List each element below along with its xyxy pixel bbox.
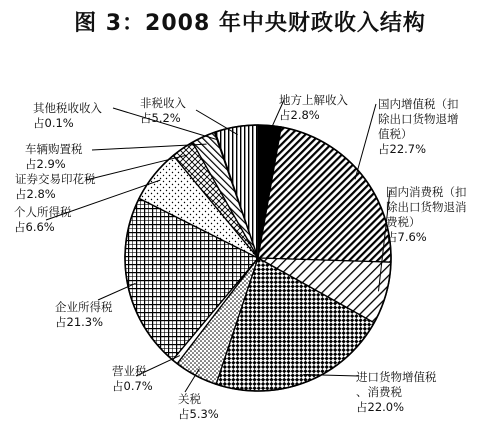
slice-label-line: 占7.6% [386, 230, 427, 244]
slice-label-line: 占5.2% [140, 111, 181, 125]
slice-label-line: 占0.7% [112, 379, 153, 393]
slice-label-non-tax [140, 96, 186, 126]
slice-label-line: 国内增值税（扣 [378, 97, 459, 111]
slice-label-line: 占5.3% [178, 407, 219, 421]
slice-label-line: 占2.8% [15, 187, 56, 201]
slice-label-consumption-tax [386, 185, 467, 245]
chart-title: 图 3：2008 年中央财政收入结构 [74, 11, 426, 36]
slice-label-line: 占21.3% [55, 315, 104, 329]
slice-label-line: 占0.1% [33, 116, 74, 130]
slice-label-line: 费税） [386, 215, 421, 229]
slice-label-line: 占2.9% [25, 157, 66, 171]
slice-label-line: 占22.7% [378, 142, 427, 156]
slice-label-line: 非税收入 [140, 96, 186, 110]
slice-label-domestic-vat [378, 97, 459, 157]
slice-label-line: 值税） [378, 127, 413, 141]
slice-label-local-remit [279, 93, 348, 123]
slice-label-personal-tax [14, 205, 72, 235]
slice-label-line: 占22.0% [356, 400, 405, 414]
slice-label-corporate-tax [55, 300, 113, 330]
pie-slice-domestic-vat [258, 127, 391, 262]
slice-label-line: 车辆购置税 [25, 142, 83, 156]
slice-label-line: 、消费税 [356, 385, 402, 399]
slice-label-line: 进口货物增值税 [356, 370, 437, 384]
slice-label-line: 其他税收收入 [33, 101, 102, 115]
slice-label-line: 证券交易印花税 [15, 172, 96, 186]
slice-label-line: 占6.6% [14, 220, 55, 234]
slice-label-line: 除出口货物退消 [386, 200, 467, 214]
slice-label-other-tax [33, 101, 102, 131]
slice-label-line: 关税 [178, 392, 201, 406]
leader-line-domestic-vat [355, 104, 376, 179]
slice-label-vehicle-tax [25, 142, 83, 172]
slice-label-line: 企业所得税 [55, 300, 113, 314]
slice-label-line: 除出口货物退增 [378, 112, 459, 126]
slice-label-line: 占2.8% [279, 108, 320, 122]
slice-label-customs [178, 392, 219, 422]
slice-label-stamp-tax [15, 172, 96, 202]
slice-label-import-tax [356, 370, 437, 415]
slice-label-line: 营业税 [112, 364, 147, 378]
slice-label-line: 国内消费税（扣 [386, 185, 467, 199]
slice-label-line: 个人所得税 [14, 205, 72, 219]
slice-label-line: 地方上解收入 [279, 93, 348, 107]
slice-label-business-tax [112, 364, 153, 394]
